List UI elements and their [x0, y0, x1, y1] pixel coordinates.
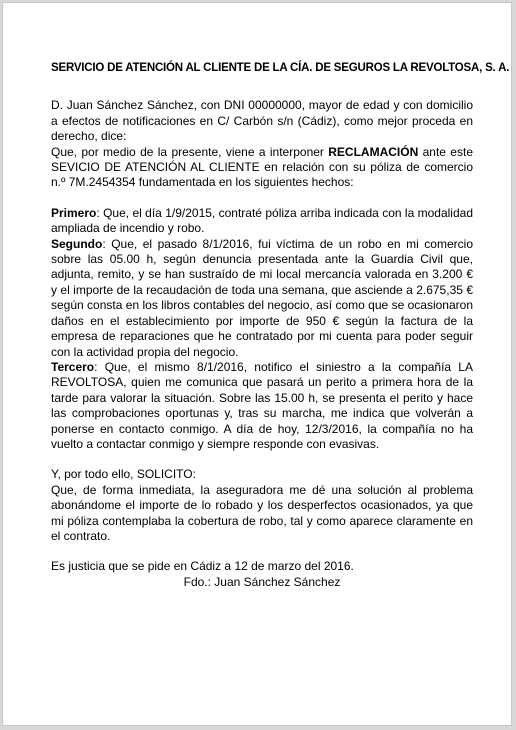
claim-keyword: RECLAMACIÓN: [328, 144, 419, 159]
fact-text: : Que, el pasado 8/1/2016, fui víctima de un robo en mi comercio sobre las 05.00 h, según denuncia presentada ante la Guardia Civil que, adjunta, remito, y se han sustraído de mi local mercancía valorada en 3.200 € y el importe de la recaudación de toda una semana, que asciende a 2.675,35 € según consta en los libros contables del negocio, así como que se ocasionaron daños en el establecimiento por importe de 950 € según la factura de la empresa de reparaciones que he contratado por mi cuenta para poder seguir con la actividad propia del negocio.: [51, 236, 473, 359]
intro-paragraph: D. Juan Sánchez Sánchez, con DNI 00000000, mayor de edad y con domicilio a efectos de notificaciones en C/ Carbón s/n (Cádiz), como mejor proceda en derecho, dice:: [51, 98, 473, 144]
document-title: SERVICIO DE ATENCIÓN AL CLIENTE DE LA CÍA. DE SEGUROS LA REVOLTOSA, S. A.: [51, 62, 510, 74]
spacer: [51, 544, 473, 559]
request-paragraph: Que, de forma inmediata, la aseguradora me dé una solución al problema abonándome el importe de lo robado y los desperfectos ocasionados, ya que mi póliza contemplaba la cobertura de robo, tal y como aparece claramente en el contrato.: [51, 482, 473, 543]
fact-text: : Que, el mismo 8/1/2016, notifico el siniestro a la compañía LA REVOLTOSA, quien me comunica que pasará un perito a primera hora de la tarde para valorar la situación. Sobre las 15.00 h, se presenta el perito y hace las comprobaciones oportunas y, tras su marcha, me indica que volverán a ponerse en contacto conmigo. A día de hoy, 12/3/2016, la compañía no ha vuelto a contactar conmigo y siempre responde con evasivas.: [51, 359, 473, 451]
document-body: [51, 61, 510, 590]
fact-tercero: [51, 360, 473, 452]
spacer: [51, 191, 473, 206]
closing-line: Es justicia que se pide en Cádiz a 12 de marzo del 2016.: [51, 559, 354, 574]
claim-text-end: ante este SEVICIO DE ATENCIÓN AL CLIENTE en relación con su póliza de comercio n.º 7M.2454354 fundamentada en los siguientes hechos:: [51, 144, 473, 190]
fact-label: Tercero: [51, 359, 95, 374]
fact-label: Segundo: [51, 236, 103, 251]
document-page: [2, 2, 512, 726]
claim-text-start: Que, por medio de la presente, viene a interponer: [51, 144, 329, 159]
fact-text: : Que, el día 1/9/2015, contraté póliza arriba indicada con la modalidad ampliada de incendio y robo.: [51, 205, 473, 236]
request-heading: Y, por todo ello, SOLICITO:: [51, 467, 196, 482]
signature-line: Fdo.: Juan Sánchez Sánchez: [183, 574, 341, 589]
fact-segundo: [51, 237, 473, 360]
spacer: [51, 452, 473, 467]
claim-paragraph: [51, 145, 473, 191]
fact-label: Primero: [51, 205, 97, 220]
fact-primero: [51, 206, 473, 237]
